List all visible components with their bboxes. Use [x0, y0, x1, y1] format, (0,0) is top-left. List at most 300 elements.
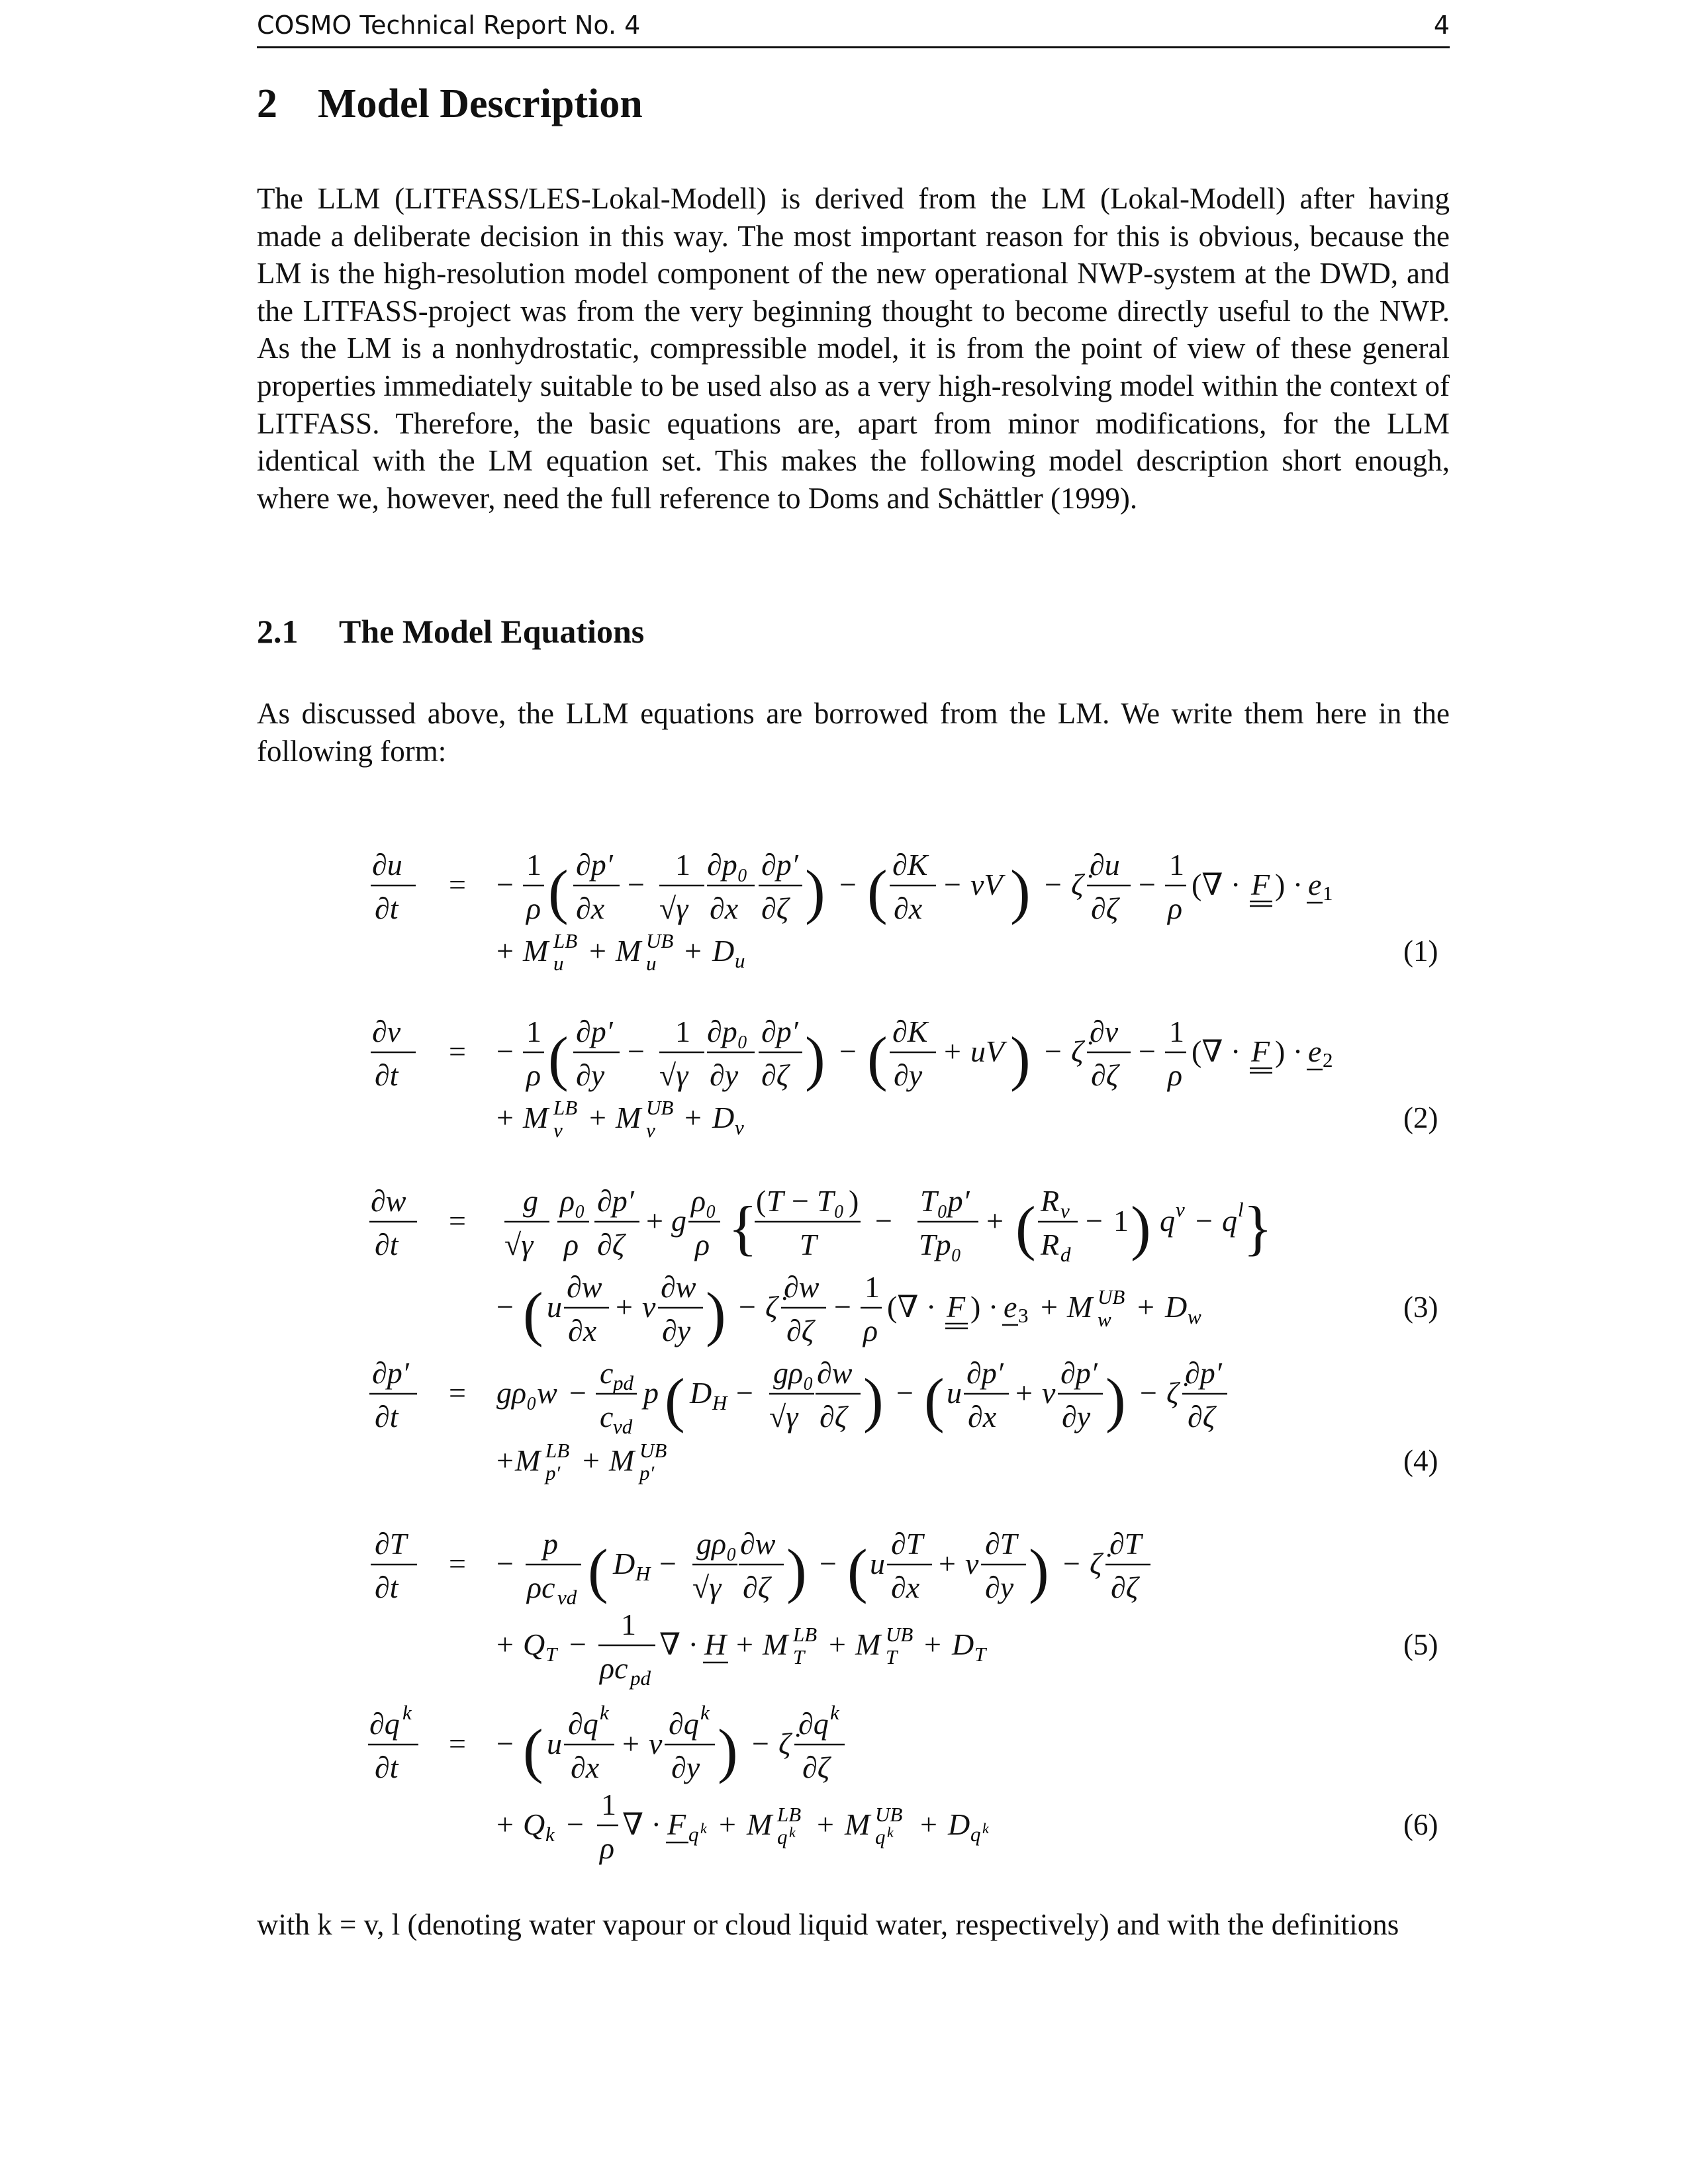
- svg-text:w: w: [1188, 1305, 1201, 1328]
- svg-text:H: H: [635, 1562, 651, 1585]
- svg-text:+: +: [616, 1290, 633, 1324]
- svg-text:D: D: [712, 934, 735, 968]
- svg-text:p: p: [543, 1527, 558, 1561]
- svg-text:−: −: [875, 1204, 892, 1238]
- svg-text:F: F: [947, 1290, 966, 1324]
- svg-text:v: v: [1060, 1199, 1070, 1222]
- svg-text:+: +: [589, 1101, 606, 1134]
- svg-text:1: 1: [526, 1015, 541, 1048]
- svg-text:D: D: [952, 1627, 974, 1661]
- svg-text:q: q: [1160, 1204, 1175, 1238]
- svg-text:∂p′: ∂p′: [1060, 1356, 1098, 1390]
- svg-text:−: −: [1045, 868, 1062, 901]
- svg-text:q: q: [875, 1825, 886, 1848]
- svg-text:k: k: [402, 1701, 412, 1724]
- svg-text:k: k: [789, 1824, 796, 1841]
- equations-intro-paragraph: As discussed above, the LLM equations are borrowed from the LM. We write them here in the following form:: [257, 697, 1450, 768]
- svg-text:UB: UB: [639, 1439, 667, 1462]
- svg-text:−: −: [569, 1627, 586, 1661]
- svg-text:T: T: [767, 1184, 784, 1218]
- svg-text:(: (: [847, 1537, 868, 1604]
- svg-text:u: u: [547, 1727, 562, 1760]
- svg-text:): ): [805, 858, 825, 925]
- svg-text:∂t: ∂t: [375, 891, 399, 925]
- svg-text:u: u: [646, 952, 657, 975]
- svg-text:+: +: [622, 1727, 639, 1760]
- svg-text:∂p′: ∂p′: [372, 1356, 409, 1390]
- svg-text:UB: UB: [646, 1096, 674, 1119]
- svg-text:M: M: [515, 1443, 541, 1477]
- svg-text:−: −: [496, 868, 514, 901]
- svg-text:∂y: ∂y: [671, 1751, 700, 1784]
- svg-text:q: q: [688, 1823, 699, 1846]
- svg-text:k: k: [700, 1701, 710, 1724]
- svg-text:∂T: ∂T: [891, 1527, 923, 1561]
- svg-text:w: w: [1098, 1308, 1111, 1331]
- svg-text:gρ₀: gρ₀: [696, 1527, 737, 1561]
- svg-text:): ): [1010, 858, 1031, 925]
- svg-text:∂t: ∂t: [375, 1751, 399, 1784]
- svg-text:v: v: [553, 1118, 563, 1142]
- svg-text:ρ: ρ: [600, 1831, 615, 1865]
- svg-text:q: q: [970, 1823, 981, 1846]
- svg-text:+: +: [589, 934, 606, 968]
- svg-text:∂x: ∂x: [576, 891, 605, 925]
- svg-text:(: (: [665, 1366, 685, 1433]
- svg-text:): ): [786, 1537, 807, 1604]
- svg-text:(: (: [756, 1184, 767, 1218]
- svg-text:−: −: [496, 1290, 514, 1324]
- svg-text:): ): [805, 1024, 825, 1092]
- svg-text:−: −: [628, 1034, 645, 1068]
- equation-number-5: (5): [1403, 1628, 1438, 1661]
- svg-text:u: u: [947, 1376, 962, 1410]
- svg-text:+: +: [684, 934, 702, 968]
- svg-text:∂ζ: ∂ζ: [597, 1228, 625, 1261]
- svg-text:ρ: ρ: [1168, 891, 1183, 925]
- svg-text:v: v: [649, 1727, 663, 1760]
- svg-text:UB: UB: [1098, 1285, 1125, 1308]
- svg-text:g: g: [523, 1184, 538, 1218]
- svg-text:−: −: [659, 1547, 677, 1580]
- svg-text:∂T: ∂T: [375, 1527, 407, 1561]
- svg-text:∂p′: ∂p′: [576, 848, 613, 882]
- svg-text:ζ̇: ζ̇: [1166, 1376, 1179, 1410]
- svg-text:∂q: ∂q: [568, 1707, 598, 1741]
- svg-text:M: M: [523, 1101, 549, 1134]
- svg-text:T: T: [974, 1643, 986, 1666]
- svg-text:(: (: [588, 1537, 608, 1604]
- subsection-number: 2.1: [257, 613, 299, 650]
- svg-text:) ·: ) ·: [1275, 1034, 1303, 1068]
- svg-text:−: −: [1063, 1547, 1080, 1580]
- svg-text:∂p′: ∂p′: [761, 1015, 798, 1048]
- svg-text:−: −: [820, 1547, 837, 1580]
- svg-text:M: M: [616, 934, 641, 968]
- svg-text:√γ: √γ: [692, 1570, 722, 1604]
- svg-text:=: =: [449, 1376, 466, 1410]
- svg-text:R: R: [1041, 1184, 1060, 1218]
- svg-text:ρ: ρ: [1168, 1058, 1183, 1092]
- svg-text:): ): [1029, 1537, 1049, 1604]
- svg-text:UB: UB: [646, 929, 674, 952]
- svg-text:∂y: ∂y: [985, 1570, 1014, 1604]
- svg-text:−: −: [496, 1034, 514, 1068]
- section-number: 2: [257, 81, 277, 126]
- svg-text:∂y: ∂y: [662, 1314, 691, 1347]
- svg-text:∂ζ: ∂ζ: [1091, 1058, 1119, 1092]
- svg-text:UB: UB: [886, 1623, 914, 1646]
- svg-text:e: e: [1004, 1290, 1017, 1324]
- svg-text:l: l: [1238, 1198, 1244, 1221]
- svg-text:): ): [863, 1366, 884, 1433]
- svg-text:∇ ·: ∇ ·: [622, 1807, 661, 1841]
- svg-text:u: u: [553, 952, 564, 975]
- svg-text:M: M: [855, 1627, 881, 1661]
- svg-text:∂ζ: ∂ζ: [820, 1400, 847, 1433]
- svg-text:=: =: [449, 868, 466, 901]
- svg-text:∂u: ∂u: [372, 848, 402, 882]
- equation-5: [371, 1527, 1438, 1690]
- svg-text:v: v: [646, 1118, 655, 1142]
- svg-text:(: (: [924, 1366, 945, 1433]
- svg-text:+: +: [1041, 1290, 1058, 1324]
- svg-text:∂ζ: ∂ζ: [743, 1570, 771, 1604]
- svg-text:D: D: [948, 1807, 970, 1841]
- svg-text:∂w: ∂w: [817, 1356, 853, 1390]
- svg-text:∇ ·: ∇ ·: [659, 1627, 698, 1661]
- svg-text:D: D: [690, 1376, 712, 1410]
- svg-text:M: M: [523, 934, 549, 968]
- svg-text:1: 1: [675, 848, 690, 882]
- svg-text:v: v: [735, 1116, 744, 1139]
- svg-text:∂w: ∂w: [371, 1184, 406, 1218]
- svg-text:ζ̇: ζ̇: [1090, 1547, 1102, 1580]
- svg-text:ρ: ρ: [526, 1058, 541, 1092]
- svg-text:−: −: [1139, 868, 1156, 901]
- svg-text:p: p: [643, 1376, 659, 1410]
- svg-text:H: H: [712, 1391, 727, 1414]
- equation-number-6: (6): [1403, 1808, 1438, 1841]
- svg-text:−: −: [567, 1807, 584, 1841]
- svg-text:(: (: [548, 858, 569, 925]
- svg-text:+: +: [817, 1807, 834, 1841]
- svg-text:u: u: [735, 949, 745, 972]
- svg-text:∂x: ∂x: [710, 891, 739, 925]
- svg-text:(: (: [867, 1024, 888, 1092]
- svg-text:−: −: [944, 868, 961, 901]
- svg-text:uV: uV: [970, 1034, 1005, 1068]
- svg-text:−: −: [839, 1034, 857, 1068]
- svg-text:k: k: [887, 1824, 894, 1841]
- svg-text:∂K: ∂K: [892, 1015, 928, 1048]
- svg-text:v: v: [642, 1290, 656, 1324]
- svg-text:∂q: ∂q: [369, 1707, 400, 1741]
- svg-text:LB: LB: [553, 1096, 578, 1119]
- svg-text:k: k: [700, 1820, 707, 1837]
- svg-text:LB: LB: [793, 1623, 818, 1646]
- svg-text:(: (: [1015, 1194, 1036, 1261]
- svg-text:∂T: ∂T: [985, 1527, 1017, 1561]
- svg-text:+: +: [496, 1443, 514, 1477]
- svg-text:) ·: ) ·: [1275, 868, 1303, 901]
- svg-text:M: M: [845, 1807, 870, 1841]
- svg-text:Tp₀: Tp₀: [919, 1228, 962, 1261]
- svg-text:∂p′: ∂p′: [1185, 1356, 1222, 1390]
- svg-text:∂ζ: ∂ζ: [786, 1314, 814, 1347]
- svg-text:T₀p′: T₀p′: [920, 1184, 970, 1218]
- svg-text:+: +: [924, 1627, 941, 1661]
- svg-text:+: +: [583, 1443, 600, 1477]
- equation-6: [368, 1701, 1438, 1865]
- svg-text:T: T: [793, 1645, 805, 1668]
- svg-text:}: }: [1243, 1194, 1273, 1261]
- svg-text:v: v: [1042, 1376, 1056, 1410]
- svg-text:D: D: [712, 1101, 735, 1134]
- svg-text:∂t: ∂t: [375, 1058, 399, 1092]
- svg-text:1: 1: [526, 848, 541, 882]
- svg-text:M: M: [747, 1807, 773, 1841]
- svg-text:1: 1: [1113, 1204, 1129, 1238]
- svg-text:∂T: ∂T: [1109, 1527, 1142, 1561]
- section-title: Model Description: [318, 81, 643, 126]
- svg-text:1: 1: [1169, 848, 1184, 882]
- svg-text:g: g: [671, 1204, 686, 1238]
- svg-text:+: +: [920, 1807, 937, 1841]
- svg-text:∂u: ∂u: [1090, 848, 1120, 882]
- svg-text:+: +: [496, 1627, 514, 1661]
- svg-text:−: −: [739, 1290, 756, 1324]
- svg-text:1: 1: [865, 1270, 880, 1304]
- svg-text:u: u: [870, 1547, 885, 1580]
- svg-text:k: k: [545, 1823, 555, 1846]
- svg-text:F: F: [667, 1807, 686, 1841]
- intro-paragraph: The LLM (LITFASS/LES-Lokal-Modell) is derived from the LM (Lokal-Modell) after having made a deliberate decision in this way. The most important reason for this is obvious, because the LM is the high-resolution model component of the new operational NWP-system at the DWD, and the LITFASS-project was from the very beginning thought to become directly useful to the NWP. As the LM is a nonhydrostatic, compressible model, it is from the point of view of these general properties immediately suitable to be used also as a very high-resolving model within the context of LITFASS. Therefore, the basic equations are, apart from minor modifications, for the LLM identical with the LM equation set. This makes the following model description short enough, where we, however, need the full reference to Doms and Schättler (1999).: [257, 182, 1450, 515]
- svg-text:ζ̇: ζ̇: [1071, 1034, 1084, 1068]
- svg-text:Q: Q: [523, 1807, 545, 1841]
- svg-text:+: +: [939, 1547, 956, 1580]
- svg-text:): ): [1010, 1024, 1031, 1092]
- svg-text:): ): [1105, 1366, 1126, 1433]
- svg-text:−: −: [1139, 1034, 1156, 1068]
- svg-text:−: −: [752, 1727, 769, 1760]
- svg-text:−: −: [569, 1376, 586, 1410]
- svg-text:∂x: ∂x: [894, 891, 923, 925]
- svg-text:∂ζ: ∂ζ: [761, 891, 789, 925]
- svg-text:T: T: [545, 1643, 557, 1666]
- svg-text:p′: p′: [545, 1461, 561, 1484]
- equation-number-1: (1): [1403, 934, 1438, 968]
- svg-text:e: e: [1308, 868, 1322, 901]
- svg-text:gρ₀: gρ₀: [773, 1356, 814, 1390]
- equation-number-2: (2): [1403, 1101, 1438, 1134]
- svg-text:d: d: [1060, 1243, 1071, 1266]
- equation-2: [371, 1015, 1438, 1142]
- svg-text:Q: Q: [523, 1627, 545, 1661]
- equation-number-3: (3): [1403, 1291, 1438, 1324]
- svg-text:): ): [718, 1717, 738, 1784]
- svg-text:−: −: [834, 1290, 851, 1324]
- svg-text:+: +: [646, 1204, 663, 1238]
- svg-text:+: +: [684, 1101, 702, 1134]
- svg-text:c: c: [600, 1400, 614, 1433]
- svg-text:+: +: [496, 1101, 514, 1134]
- svg-text:√γ: √γ: [769, 1400, 798, 1433]
- svg-text:e: e: [1308, 1034, 1322, 1068]
- svg-text:∂y: ∂y: [894, 1058, 923, 1092]
- svg-text:ρc: ρc: [600, 1651, 628, 1685]
- svg-text:+: +: [719, 1807, 736, 1841]
- svg-text:(∇ ·: (∇ ·: [887, 1290, 937, 1324]
- svg-text:=: =: [449, 1727, 466, 1760]
- svg-text:(: (: [523, 1717, 543, 1784]
- svg-text:√γ: √γ: [504, 1228, 534, 1261]
- svg-text:D: D: [1165, 1290, 1188, 1324]
- svg-text:M: M: [763, 1627, 788, 1661]
- svg-text:) ·: ) ·: [970, 1290, 999, 1324]
- svg-text:c: c: [600, 1356, 614, 1390]
- svg-text:v: v: [965, 1547, 979, 1580]
- svg-text:∂K: ∂K: [892, 848, 928, 882]
- svg-text:): ): [706, 1280, 726, 1347]
- svg-text:∂ζ: ∂ζ: [1111, 1570, 1139, 1604]
- svg-text:M: M: [1067, 1290, 1093, 1324]
- svg-text:−: −: [496, 1547, 514, 1580]
- svg-text:∂p′: ∂p′: [597, 1184, 634, 1218]
- svg-text:1: 1: [1323, 882, 1333, 905]
- svg-text:∂ζ: ∂ζ: [802, 1751, 830, 1784]
- svg-text:−: −: [496, 1727, 514, 1760]
- svg-text:∂ζ: ∂ζ: [1091, 891, 1119, 925]
- svg-text:1: 1: [675, 1015, 690, 1048]
- svg-text:R: R: [1041, 1228, 1060, 1261]
- svg-text:−: −: [628, 868, 645, 901]
- svg-text:−: −: [1196, 1204, 1213, 1238]
- svg-text:∂q: ∂q: [798, 1707, 829, 1741]
- svg-text:∂t: ∂t: [375, 1228, 399, 1261]
- svg-text:v: v: [1176, 1198, 1185, 1221]
- svg-text:+: +: [496, 1807, 514, 1841]
- svg-text:ζ̇: ζ̇: [1071, 868, 1084, 901]
- svg-text:∂y: ∂y: [1062, 1400, 1091, 1433]
- svg-text:vd: vd: [557, 1586, 577, 1609]
- svg-text:(: (: [548, 1024, 569, 1092]
- svg-text:√γ: √γ: [659, 891, 688, 925]
- svg-text:∂p′: ∂p′: [576, 1015, 613, 1048]
- svg-text:H: H: [704, 1627, 727, 1661]
- svg-text:∂p′: ∂p′: [966, 1356, 1004, 1390]
- equation-3: [369, 1184, 1438, 1347]
- svg-text:1: 1: [601, 1788, 616, 1821]
- svg-text:ρ₀: ρ₀: [560, 1184, 586, 1218]
- svg-text:+: +: [736, 1627, 753, 1661]
- svg-text:F: F: [1251, 1034, 1270, 1068]
- svg-text:−: −: [839, 868, 857, 901]
- svg-text:∂p₀: ∂p₀: [707, 1015, 748, 1048]
- svg-text:+: +: [1015, 1376, 1033, 1410]
- svg-text:−: −: [1140, 1376, 1157, 1410]
- svg-text:ρc: ρc: [527, 1570, 555, 1604]
- svg-text:∂y: ∂y: [710, 1058, 739, 1092]
- svg-text:ρ: ρ: [564, 1228, 579, 1261]
- svg-text:D: D: [613, 1547, 635, 1580]
- svg-text:+: +: [1137, 1290, 1154, 1324]
- svg-text:q: q: [1222, 1204, 1237, 1238]
- svg-text:+: +: [829, 1627, 846, 1661]
- svg-text:+: +: [986, 1204, 1004, 1238]
- svg-text:T: T: [886, 1645, 898, 1668]
- svg-text:ζ̇: ζ̇: [778, 1727, 791, 1760]
- svg-text:−: −: [1045, 1034, 1062, 1068]
- svg-text:): ): [1131, 1194, 1151, 1261]
- page-number: 4: [1433, 11, 1450, 40]
- svg-text:−: −: [792, 1184, 809, 1218]
- svg-text:(: (: [523, 1280, 543, 1347]
- svg-text:2: 2: [1323, 1048, 1333, 1071]
- definitions-paragraph: with k = v, l (denoting water vapour or cloud liquid water, respectively) and with the definitions: [257, 1908, 1399, 1941]
- svg-text:3: 3: [1018, 1304, 1029, 1327]
- svg-text:−: −: [896, 1376, 914, 1410]
- svg-text:∂v: ∂v: [372, 1015, 401, 1048]
- svg-text:vV: vV: [970, 868, 1003, 901]
- svg-text:∂v: ∂v: [1090, 1015, 1119, 1048]
- svg-text:∂p′: ∂p′: [761, 848, 798, 882]
- svg-text:M: M: [609, 1443, 635, 1477]
- svg-text:F: F: [1251, 868, 1270, 901]
- svg-text:LB: LB: [777, 1803, 802, 1826]
- svg-text:vd: vd: [613, 1415, 633, 1438]
- svg-text:∂x: ∂x: [968, 1400, 997, 1433]
- svg-text:gρ₀w: gρ₀w: [496, 1376, 557, 1410]
- svg-text:+: +: [944, 1034, 961, 1068]
- svg-text:=: =: [449, 1034, 466, 1068]
- svg-text:√γ: √γ: [659, 1058, 688, 1092]
- svg-text:∂ζ: ∂ζ: [1188, 1400, 1215, 1433]
- svg-text:ρ₀: ρ₀: [691, 1184, 717, 1218]
- svg-text:=: =: [449, 1204, 466, 1238]
- svg-text:u: u: [547, 1290, 562, 1324]
- svg-text:∂x: ∂x: [568, 1314, 597, 1347]
- svg-text:ρ: ρ: [695, 1228, 710, 1261]
- svg-text:ρ: ρ: [526, 891, 541, 925]
- report-title: COSMO Technical Report No. 4: [257, 11, 641, 40]
- svg-text:−: −: [1086, 1204, 1103, 1238]
- svg-text:(∇ ·: (∇ ·: [1192, 868, 1241, 901]
- svg-text:∂q: ∂q: [669, 1707, 699, 1741]
- svg-text:{: {: [728, 1194, 758, 1261]
- svg-text:UB: UB: [875, 1803, 903, 1826]
- svg-text:k: k: [830, 1701, 839, 1724]
- subsection-title: The Model Equations: [339, 613, 645, 650]
- svg-text:=: =: [449, 1547, 466, 1580]
- svg-text:q: q: [777, 1825, 788, 1848]
- svg-text:(: (: [867, 858, 888, 925]
- svg-text:∂ζ: ∂ζ: [761, 1058, 789, 1092]
- svg-text:∂x: ∂x: [571, 1751, 600, 1784]
- svg-text:p′: p′: [639, 1461, 655, 1484]
- svg-text:T: T: [800, 1228, 817, 1261]
- svg-text:1: 1: [621, 1608, 636, 1641]
- svg-text:ρ: ρ: [863, 1314, 878, 1347]
- svg-text:∂w: ∂w: [661, 1270, 696, 1304]
- svg-text:∂x: ∂x: [891, 1570, 920, 1604]
- equation-4: [369, 1356, 1438, 1484]
- svg-text:LB: LB: [545, 1439, 570, 1462]
- svg-text:∂w: ∂w: [740, 1527, 776, 1561]
- equation-1: [371, 848, 1438, 975]
- svg-text:∂t: ∂t: [375, 1400, 399, 1433]
- svg-text:k: k: [600, 1701, 609, 1724]
